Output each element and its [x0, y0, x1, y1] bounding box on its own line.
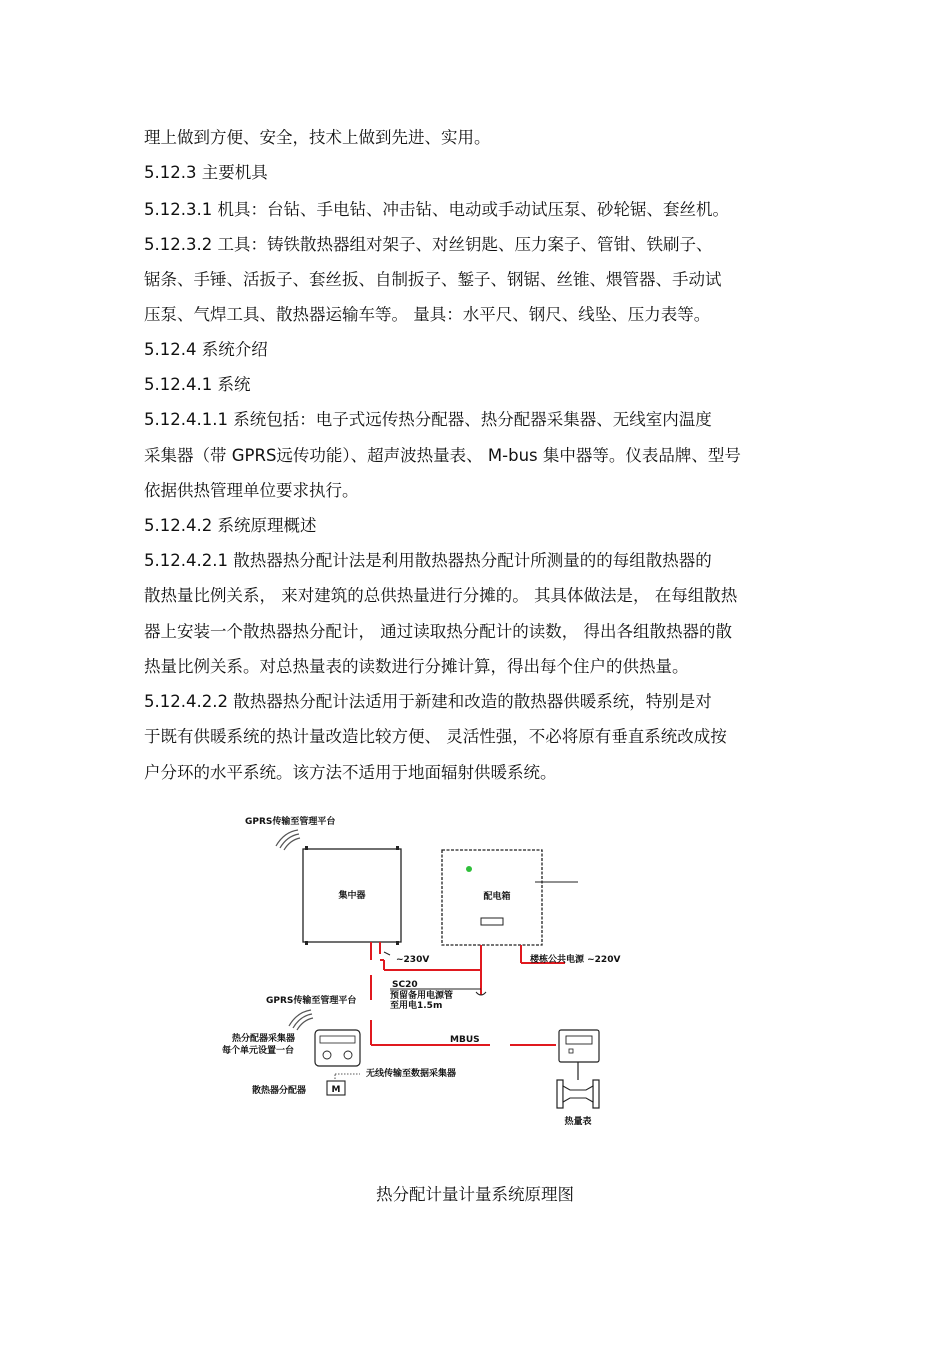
heat-meter-device — [557, 1030, 599, 1108]
text-line: 理上做到方便、安全，技术上做到先进、实用。 — [144, 128, 491, 147]
text-line: 器上安装一个散热器热分配计， 通过读取热分配计的读数， 得出各组散热器的散 — [144, 622, 732, 641]
status-led — [466, 866, 472, 872]
text-line: 5.12.3.2 工具：铸铁散热器组对架子、对丝钥匙、压力案子、管钳、铁刷子、 — [144, 235, 713, 254]
distribution-box-label: 配电箱 — [483, 892, 511, 902]
section-heading: 5.12.4 系统介绍 — [144, 340, 268, 359]
concentrator-box — [303, 846, 401, 945]
collector-note-label: 每个单元设置一台 — [222, 1046, 295, 1056]
text-line: 5.12.4.2.1 散热器热分配计法是利用散热器热分配计所测量的的每组散热器的 — [144, 551, 712, 570]
distribution-box — [442, 850, 578, 945]
allocator-symbol: M — [331, 1085, 341, 1095]
heat-meter-label: 热量表 — [564, 1117, 592, 1127]
concentrator-label: 集中器 — [338, 891, 366, 901]
sc20-label: SC20 — [392, 980, 418, 990]
text-line: 压泵、气焊工具、散热器运输车等。 量具：水平尺、钢尺、线坠、压力表等。 — [144, 305, 711, 324]
text-line: 锯条、手锤、活扳子、套丝扳、自制扳子、錾子、钢锯、丝锥、煨管器、手动试 — [144, 270, 722, 289]
wireless-signal-icon — [289, 1010, 313, 1030]
wireless-transmission-label: 无线传输至数据采集器 — [366, 1069, 457, 1079]
breaker-slot — [481, 918, 503, 925]
wireless-signal-icon — [276, 830, 300, 850]
spare-conduit-label: 预留备用电源管 — [390, 991, 454, 1001]
radiator-allocator-label: 散热器分配器 — [252, 1086, 307, 1096]
text-line: 采集器（带 GPRS远传功能）、超声波热量表、 M-bus 集中器等。仪表品牌、型号 — [144, 446, 741, 465]
text-line: 5.12.4.2.2 散热器热分配计法适用于新建和改造的散热器供暖系统，特别是对 — [144, 692, 712, 711]
text-line: 户分环的水平系统。该方法不适用于地面辐射供暖系统。 — [144, 763, 557, 782]
gprs-top-label: GPRS传输至管理平台 — [245, 817, 336, 827]
text-line: 散热量比例关系， 来对建筑的总供热量进行分摊的。 其具体做法是， 在每组散热 — [144, 586, 738, 605]
section-heading: 5.12.3 主要机具 — [144, 163, 268, 182]
spare-conduit-height-label: 至用电1.5m — [390, 1001, 443, 1011]
allocator-collector-device — [315, 1030, 360, 1066]
text-line: 于既有供暖系统的热计量改造比较方便、 灵活性强，不必将原有垂直系统改成按 — [144, 727, 727, 746]
public-power-label: 楼栋公共电源 ~220V — [530, 955, 621, 965]
collector-label: 热分配器采集器 — [232, 1034, 296, 1044]
figure-caption: 热分配计量计量系统原理图 — [376, 1185, 574, 1204]
section-heading: 5.12.4.2 系统原理概述 — [144, 516, 317, 535]
gprs-mid-label: GPRS传输至管理平台 — [266, 996, 357, 1006]
v230-label: ~230V — [396, 955, 430, 965]
text-line: 依据供热管理单位要求执行。 — [144, 481, 359, 500]
text-line: 5.12.4.1.1 系统包括：电子式远传热分配器、热分配器采集器、无线室内温度 — [144, 410, 712, 429]
text-line: 热量比例关系。对总热量表的读数进行分摊计算，得出每个住户的供热量。 — [144, 657, 689, 676]
mbus-label: MBUS — [450, 1035, 480, 1045]
section-heading: 5.12.4.1 系统 — [144, 375, 251, 394]
text-line: 5.12.3.1 机具：台钻、手电钻、冲击钻、电动或手动试压泵、砂轮锯、套丝机。 — [144, 200, 729, 219]
